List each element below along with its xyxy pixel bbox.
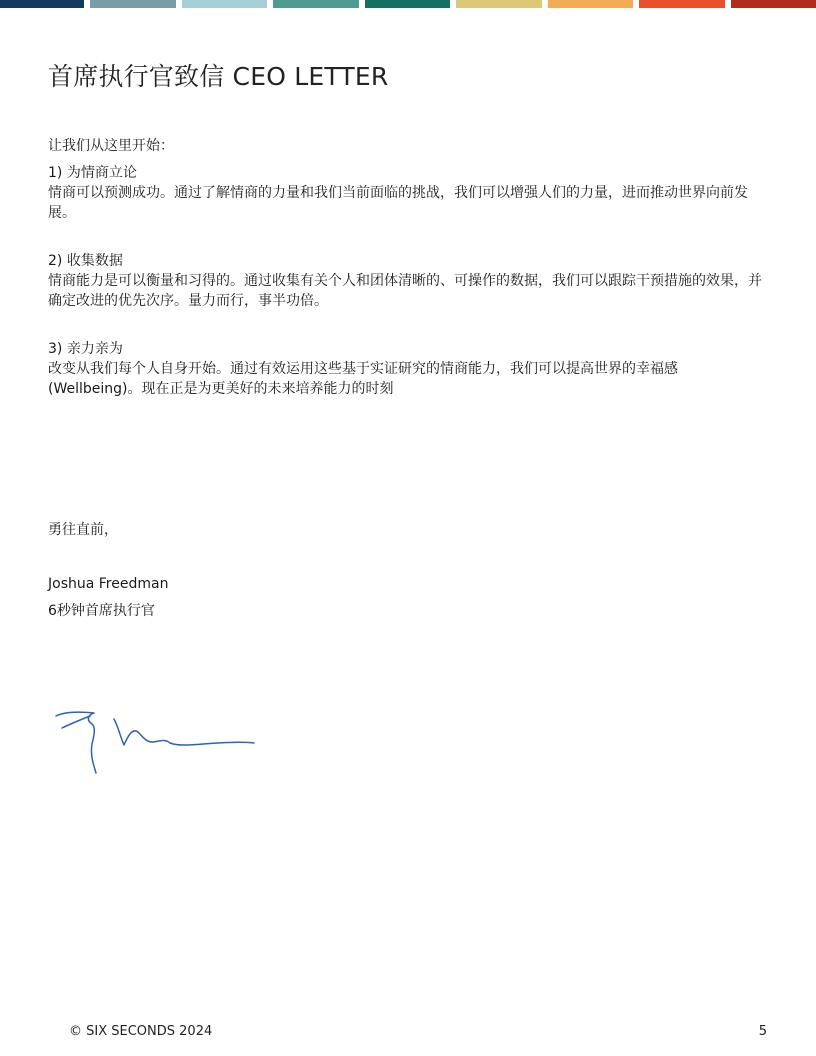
page-number: 5 bbox=[758, 1024, 767, 1039]
footer-copyright: © SIX SECONDS 2024 bbox=[69, 1024, 213, 1039]
color-bar-segment bbox=[273, 0, 359, 8]
signer-title: 6秒钟首席执行官 bbox=[48, 603, 155, 619]
handwritten-signature bbox=[48, 702, 258, 782]
page-title: 首席执行官致信 CEO LETTER bbox=[48, 61, 389, 91]
section-heading-2: 2) 收集数据 bbox=[48, 253, 123, 269]
color-bar-segment bbox=[90, 0, 176, 8]
color-bar-segment bbox=[0, 0, 84, 8]
section-body-3: 改变从我们每个人自身开始。通过有效运用这些基于实证研究的情商能力，我们可以提高世界的幸福感 (Wellbeing)。现在正是为更美好的未来培养能力的时刻 bbox=[48, 361, 678, 397]
section-body-1: 情商可以预测成功。通过了解情商的力量和我们当前面临的挑战，我们可以增强人们的力量，进而推动世界向前发展。 bbox=[48, 185, 748, 221]
signoff-block bbox=[48, 520, 168, 621]
color-bar-segment bbox=[365, 0, 451, 8]
letter-body bbox=[48, 136, 772, 399]
color-bar-segment bbox=[731, 0, 816, 8]
section-body-2: 情商能力是可以衡量和习得的。通过收集有关个人和团体清晰的、可操作的数据，我们可以跟踪干预措施的效果，并确定改进的优先次序。量力而行，事半功倍。 bbox=[48, 273, 762, 309]
section-heading-1: 1) 为情商立论 bbox=[48, 165, 137, 181]
color-bar-segment bbox=[548, 0, 634, 8]
letter-intro: 让我们从这里开始： bbox=[48, 138, 174, 154]
color-bar-segment bbox=[182, 0, 268, 8]
letter-closing: 勇往直前， bbox=[48, 522, 118, 538]
header-color-bar bbox=[0, 0, 816, 8]
color-bar-segment bbox=[456, 0, 542, 8]
signer-name: Joshua Freedman bbox=[48, 576, 169, 592]
color-bar-segment bbox=[639, 0, 725, 8]
section-heading-3: 3) 亲力亲为 bbox=[48, 341, 123, 357]
